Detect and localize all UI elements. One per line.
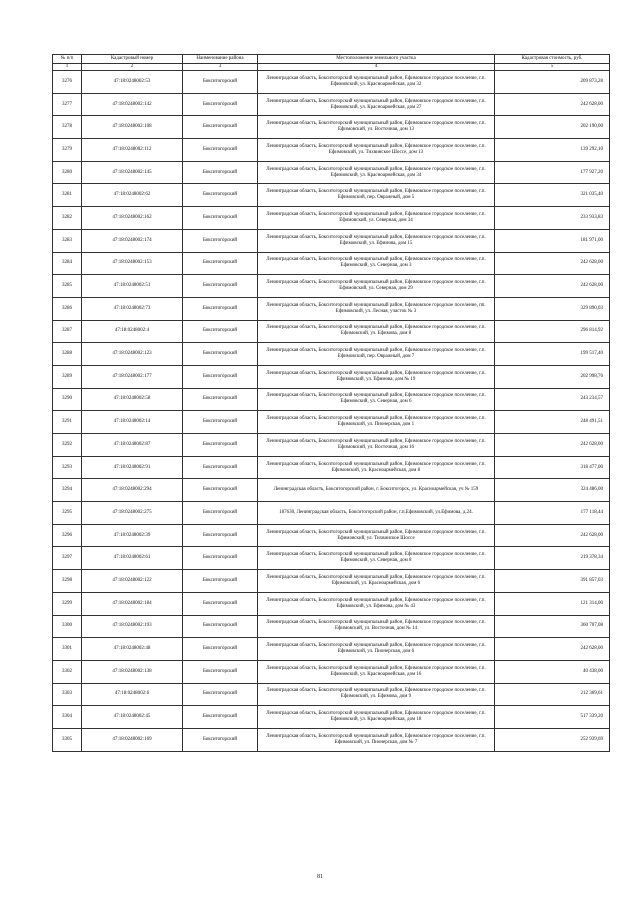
district-name: Бокситогорский [183,388,258,411]
district-name: Бокситогорский [183,547,258,570]
row-index: 3289 [53,365,82,388]
cadastral-cost: 252 939,69 [495,728,610,751]
row-index: 3276 [53,71,82,94]
table-row [53,365,610,388]
district-name: Бокситогорский [183,706,258,729]
cadastral-number: 47:18:0248002:45 [82,706,183,729]
cadastral-number: 47:18:0248002:275 [82,502,183,525]
cadastral-cost: 181 971,00 [495,229,610,252]
cadastral-cost: 121 314,00 [495,592,610,615]
table-row [53,592,610,615]
location-address: Ленинградская область, Бокситогорский муниципальный район, Ефимовское городское поселение, г.п. Ефимовский, ул. Северная, дом 6 [258,388,495,411]
district-name: Бокситогорский [183,93,258,116]
table-row [53,184,610,207]
cadastral-number: 47:18:0248002:174 [82,229,183,252]
cadastral-number: 47:18:0248002:122 [82,570,183,593]
cadastral-cost: 248 491,51 [495,411,610,434]
cadastral-number: 47:18:0248002:87 [82,434,183,457]
table-row [53,161,610,184]
row-index: 3287 [53,320,82,343]
location-address: Ленинградская область, Бокситогорский муниципальный район, Ефимовское городское поселение, г.п. Ефимовский, ул. Северная, дом 29 [258,275,495,298]
district-name: Бокситогорский [183,592,258,615]
table-row [53,706,610,729]
district-name: Бокситогорский [183,184,258,207]
cadastral-number: 47:18:0248002:6 [82,683,183,706]
district-name: Бокситогорский [183,229,258,252]
cadastral-number: 47:18:0248002:145 [82,161,183,184]
row-index: 3305 [53,728,82,751]
row-index: 3300 [53,615,82,638]
location-address: Ленинградская область, Бокситогорский муниципальный район, Ефимовское городское поселение, г.п. Ефимовский, ул. Пионерская, дом 6 [258,638,495,661]
cadastral-number: 47:18:0248002:162 [82,207,183,230]
cadastral-cost: 242 628,00 [495,93,610,116]
table-row [53,683,610,706]
cadastral-cost: 329 890,03 [495,297,610,320]
page-number: 81 [317,874,323,880]
location-address: Ленинградская область, Бокситогорский муниципальный район, Ефимовское городское поселение, г.п. Ефимовский, ул. Ефимова, дом 15 [258,229,495,252]
table-row [53,660,610,683]
cadastral-number: 47:18:0248002:112 [82,139,183,162]
location-address: Ленинградская область, Бокситогорский муниципальный район, Ефимовское городское поселение, г.п. Ефимовский, ул. Пионерская, дом 1 [258,411,495,434]
cadastral-cost: 391 857,03 [495,570,610,593]
cadastral-cost: 517 339,20 [495,706,610,729]
row-index: 3302 [53,660,82,683]
district-name: Бокситогорский [183,252,258,275]
table-row [53,411,610,434]
row-index: 3281 [53,184,82,207]
table-row [53,502,610,525]
table-body [53,71,610,752]
row-index: 3278 [53,116,82,139]
cadastral-table [52,54,610,752]
district-name: Бокситогорский [183,683,258,706]
row-index: 3284 [53,252,82,275]
location-address: 187630, Ленинградская область, Бокситогорский район, г.п.Ефимовский, ул.Ефимова, д.24. [258,502,495,525]
cadastral-cost: 209 873,28 [495,71,610,94]
cadastral-cost: 199 517,40 [495,343,610,366]
row-index: 3295 [53,502,82,525]
cadastral-cost: 202 998,76 [495,365,610,388]
location-address: Ленинградская область, Бокситогорский район, г. Бокситогорск, ул. Красноармейская, уч № 159 [258,479,495,502]
cadastral-cost: 242 628,00 [495,252,610,275]
cadastral-cost: 321 035,40 [495,184,610,207]
cadastral-cost: 242 628,00 [495,275,610,298]
location-address: Ленинградская область, Бокситогорский муниципальный район, Ефимовское городское поселение, г.п. Ефимовский, ул. Восточная, дом 13 [258,116,495,139]
cadastral-number: 47:18:0248002:294 [82,479,183,502]
location-address: Ленинградская область, Бокситогорский муниципальный район, Ефимовское городское поселение, г.п. Ефимовский, ул. Тихвинское Шоссе [258,524,495,547]
table-row [53,479,610,502]
cadastral-number: 47:18:0248002:73 [82,297,183,320]
district-name: Бокситогорский [183,524,258,547]
column-number: 5 [495,64,610,71]
table-row [53,524,610,547]
row-index: 3294 [53,479,82,502]
cadastral-cost: 233 933,83 [495,207,610,230]
location-address: Ленинградская область, Бокситогорский муниципальный район, Ефимовское городское поселение, г.п. Ефимовский, ул. Северная, дом 34 [258,207,495,230]
cadastral-number: 47:18:0248002:51 [82,275,183,298]
district-name: Бокситогорский [183,365,258,388]
location-address: Ленинградская область, Бокситогорский муниципальный район, Ефимовское городское поселение, г.п. Ефимовский, ул. Тихвинское Шоссе, дом 13 [258,139,495,162]
district-name: Бокситогорский [183,297,258,320]
table-row [53,388,610,411]
row-index: 3304 [53,706,82,729]
cadastral-number: 47:18:0248002:53 [82,71,183,94]
cadastral-number: 47:18:0248002:62 [82,184,183,207]
location-address: Ленинградская область, Бокситогорский муниципальный район, Ефимовское городское поселение, г.п. Ефимовский, ул. Пионерская, дом № 7 [258,728,495,751]
row-index: 3293 [53,456,82,479]
header-location: Местоположение земельного участка [258,55,495,64]
table-row [53,547,610,570]
cadastral-cost: 242 628,00 [495,638,610,661]
table-row [53,456,610,479]
cadastral-cost: 177 118,44 [495,502,610,525]
row-index: 3282 [53,207,82,230]
column-number: 2 [82,64,183,71]
row-index: 3291 [53,411,82,434]
location-address: Ленинградская область, Бокситогорский муниципальный район, Ефимовское городское поселение, г.п. Ефимовский, ул. Ефимова, дом 8 [258,320,495,343]
location-address: Ленинградская область, Бокситогорский муниципальный район, Ефимовское городское поселение, пп. Ефимовский, ул. Лесная, участок № 3 [258,297,495,320]
header-cadastral-number: Кадастровый номер [82,55,183,64]
cadastral-number: 47:18:0248002:39 [82,524,183,547]
table-row [53,139,610,162]
location-address: Ленинградская область, Бокситогорский муниципальный район, Ефимовское городское поселение, г.п. Ефимовский, ул. Ефимова, дом 9 [258,683,495,706]
district-name: Бокситогорский [183,411,258,434]
row-index: 3279 [53,139,82,162]
row-index: 3277 [53,93,82,116]
table-row [53,728,610,751]
cadastral-cost: 212 369,61 [495,683,610,706]
location-address: Ленинградская область, Бокситогорский муниципальный район, Ефимовское городское поселение, г.п. Ефимовский, ул. Ефимова, дом № 43 [258,592,495,615]
table-row [53,570,610,593]
location-address: Ленинградская область, Бокситогорский муниципальный район, Ефимовское городское поселение, г.п. Ефимовский, ул. Восточная, дом 16 [258,434,495,457]
table-row [53,320,610,343]
cadastral-cost: 139 292,10 [495,139,610,162]
district-name: Бокситогорский [183,660,258,683]
location-address: Ленинградская область, Бокситогорский муниципальный район, Ефимовское городское поселение, г.п. Ефимовский, ул. Ефимова, дом № 19 [258,365,495,388]
table-header-row [53,55,610,64]
table-row [53,615,610,638]
table-row [53,71,610,94]
location-address: Ленинградская область, Бокситогорский муниципальный район, Ефимовское городское поселение, г.п. Ефимовский, ул. Красноармейская, дом 32 [258,71,495,94]
cadastral-number: 47:18:0248002:177 [82,365,183,388]
location-address: Ленинградская область, Бокситогорский муниципальный район, Ефимовское городское поселение, г.п. Ефимовский, ул. Восточная, дом № 14 [258,615,495,638]
table-row [53,297,610,320]
cadastral-cost: 177 927,20 [495,161,610,184]
location-address: Ленинградская область, Бокситогорский муниципальный район, Ефимовское городское поселение, г.п. Ефимовский, ул. Северная, дом 8 [258,547,495,570]
cadastral-number: 47:18:0248002:142 [82,93,183,116]
district-name: Бокситогорский [183,638,258,661]
cadastral-number: 47:18:0248002:153 [82,252,183,275]
cadastral-cost: 296 814,92 [495,320,610,343]
district-name: Бокситогорский [183,728,258,751]
district-name: Бокситогорский [183,343,258,366]
location-address: Ленинградская область, Бокситогорский муниципальный район, Ефимовское городское поселение, г.п. Ефимовский, ул. Красноармейская, дом 18 [258,706,495,729]
district-name: Бокситогорский [183,139,258,162]
table-row [53,252,610,275]
district-name: Бокситогорский [183,615,258,638]
row-index: 3303 [53,683,82,706]
cadastral-number: 47:18:0248002:184 [82,592,183,615]
cadastral-cost: 219 378,34 [495,547,610,570]
column-number: 1 [53,64,82,71]
location-address: Ленинградская область, Бокситогорский муниципальный район, Ефимовское городское поселение, г.п. Ефимовский, пер. Овражный, дом 7 [258,343,495,366]
district-name: Бокситогорский [183,434,258,457]
row-index: 3285 [53,275,82,298]
column-number-row [53,64,610,71]
row-index: 3286 [53,297,82,320]
cadastral-cost: 242 628,00 [495,434,610,457]
header-index: № п/п [53,55,82,64]
location-address: Ленинградская область, Бокситогорский муниципальный район, Ефимовское городское поселение, г.п. Ефимовский, ул. Красноармейская, дом 8 [258,456,495,479]
cadastral-number: 47:18:0248002:48 [82,638,183,661]
row-index: 3292 [53,434,82,457]
location-address: Ленинградская область, Бокситогорский муниципальный район, Ефимовское городское поселение, г.п. Ефимовский, ул. Красноармейская, дом 34 [258,161,495,184]
district-name: Бокситогорский [183,71,258,94]
column-number: 4 [258,64,495,71]
table-row [53,638,610,661]
row-index: 3296 [53,524,82,547]
table-row [53,116,610,139]
location-address: Ленинградская область, Бокситогорский муниципальный район, Ефимовское городское поселение, г.п. Ефимовский, ул. Красноармейская, дом 6 [258,570,495,593]
district-name: Бокситогорский [183,275,258,298]
cadastral-number: 47:18:0248002:138 [82,660,183,683]
table-row [53,229,610,252]
row-index: 3298 [53,570,82,593]
cadastral-number: 47:18:0248002:91 [82,456,183,479]
cadastral-number: 47:18:0248002:108 [82,116,183,139]
district-name: Бокситогорский [183,570,258,593]
column-number: 3 [183,64,258,71]
table-row [53,343,610,366]
cadastral-number: 47:18:0248002:123 [82,343,183,366]
table-row [53,434,610,457]
district-name: Бокситогорский [183,207,258,230]
row-index: 3297 [53,547,82,570]
row-index: 3290 [53,388,82,411]
cadastral-cost: 324 486,00 [495,479,610,502]
row-index: 3280 [53,161,82,184]
cadastral-number: 47:18:0248002:61 [82,547,183,570]
cadastral-number: 47:18:0248002:169 [82,728,183,751]
row-index: 3283 [53,229,82,252]
document-page [52,54,603,752]
location-address: Ленинградская область, Бокситогорский муниципальный район, Ефимовское городское поселение, г.п. Ефимовский, ул. Красноармейская, дом 16 [258,660,495,683]
row-index: 3288 [53,343,82,366]
cadastral-cost: 40 438,00 [495,660,610,683]
district-name: Бокситогорский [183,161,258,184]
location-address: Ленинградская область, Бокситогорский муниципальный район, Ефимовское городское поселение, г.п. Ефимовский, пер. Овражный, дом 5 [258,184,495,207]
district-name: Бокситогорский [183,456,258,479]
location-address: Ленинградская область, Бокситогорский муниципальный район, Ефимовское городское поселение, г.п. Ефимовский, ул. Северная, дом 3 [258,252,495,275]
table-row [53,207,610,230]
table-row [53,93,610,116]
cadastral-cost: 243 234,57 [495,388,610,411]
cadastral-cost: 242 628,00 [495,524,610,547]
cadastral-number: 47:18:0248002:14 [82,411,183,434]
district-name: Бокситогорский [183,479,258,502]
table-row [53,275,610,298]
header-district: Наименование района [183,55,258,64]
district-name: Бокситогорский [183,320,258,343]
location-address: Ленинградская область, Бокситогорский муниципальный район, Ефимовское городское поселение, г.п. Ефимовский, ул. Красноармейская, дом 27 [258,93,495,116]
cadastral-cost: 202 190,00 [495,116,610,139]
cadastral-cost: 360 707,08 [495,615,610,638]
cadastral-cost: 318 477,00 [495,456,610,479]
district-name: Бокситогорский [183,502,258,525]
header-cost: Кадастровая стоимость, руб. [495,55,610,64]
cadastral-number: 47:18:0248002:193 [82,615,183,638]
row-index: 3299 [53,592,82,615]
cadastral-number: 47:18:0248002:4 [82,320,183,343]
row-index: 3301 [53,638,82,661]
cadastral-number: 47:18:0248002:58 [82,388,183,411]
district-name: Бокситогорский [183,116,258,139]
